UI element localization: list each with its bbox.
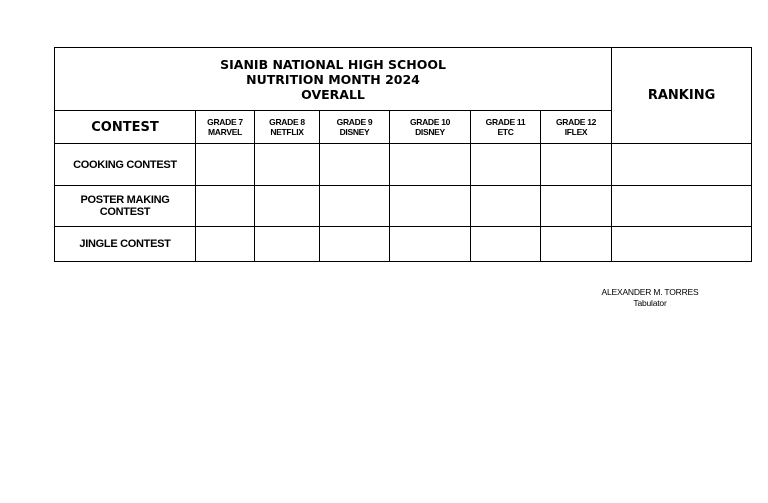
score-cell[interactable]	[255, 144, 320, 186]
tabulator-name: ALEXANDER M. TORRES	[601, 287, 699, 297]
team-label: MARVEL	[208, 127, 242, 137]
ranking-cell[interactable]	[612, 144, 752, 186]
score-cell[interactable]	[390, 144, 471, 186]
score-cell[interactable]	[471, 227, 541, 262]
overall-results-table	[54, 47, 752, 262]
school-name: SIANIB NATIONAL HIGH SCHOOL	[220, 56, 446, 72]
event-name: NUTRITION MONTH 2024	[246, 71, 420, 87]
score-cell[interactable]	[196, 227, 255, 262]
grade-column-header	[255, 111, 320, 144]
tabulator-signature-block	[590, 287, 710, 309]
contest-header: CONTEST	[55, 111, 196, 144]
contest-name: JINGLE CONTEST	[55, 227, 196, 262]
grade-column-header	[471, 111, 541, 144]
grade-column-header	[390, 111, 471, 144]
contest-name: COOKING CONTEST	[55, 144, 196, 186]
grade-column-header	[320, 111, 390, 144]
contest-name: POSTER MAKING CONTEST	[55, 186, 196, 227]
score-cell[interactable]	[471, 144, 541, 186]
ranking-cell[interactable]	[612, 227, 752, 262]
team-label: DISNEY	[339, 127, 370, 137]
table-subtitle: OVERALL	[301, 86, 365, 102]
grade-label: GRADE 10	[409, 117, 451, 127]
score-cell[interactable]	[196, 144, 255, 186]
score-cell[interactable]	[320, 186, 390, 227]
grade-label: GRADE 9	[336, 117, 373, 127]
table-title	[55, 48, 612, 111]
score-cell[interactable]	[320, 144, 390, 186]
score-cell[interactable]	[255, 186, 320, 227]
team-label: IFLEX	[564, 127, 588, 137]
score-cell[interactable]	[196, 186, 255, 227]
score-cell[interactable]	[541, 227, 612, 262]
grade-column-header	[196, 111, 255, 144]
team-label: NETFLIX	[270, 127, 304, 137]
score-cell[interactable]	[390, 227, 471, 262]
score-cell[interactable]	[255, 227, 320, 262]
grade-column-header	[541, 111, 612, 144]
grade-label: GRADE 8	[269, 117, 305, 127]
team-label: ETC	[497, 127, 514, 137]
score-cell[interactable]	[541, 186, 612, 227]
ranking-header: RANKING	[612, 48, 752, 144]
table-row	[55, 186, 752, 227]
grade-label: GRADE 12	[555, 117, 597, 127]
score-cell[interactable]	[390, 186, 471, 227]
tabulator-role: Tabulator	[633, 298, 667, 308]
score-cell[interactable]	[541, 144, 612, 186]
ranking-cell[interactable]	[612, 186, 752, 227]
grade-label: GRADE 11	[485, 117, 526, 127]
table-row	[55, 227, 752, 262]
score-cell[interactable]	[320, 227, 390, 262]
grade-label: GRADE 7	[207, 117, 243, 127]
score-cell[interactable]	[471, 186, 541, 227]
team-label: DISNEY	[415, 127, 445, 137]
table-row	[55, 144, 752, 186]
